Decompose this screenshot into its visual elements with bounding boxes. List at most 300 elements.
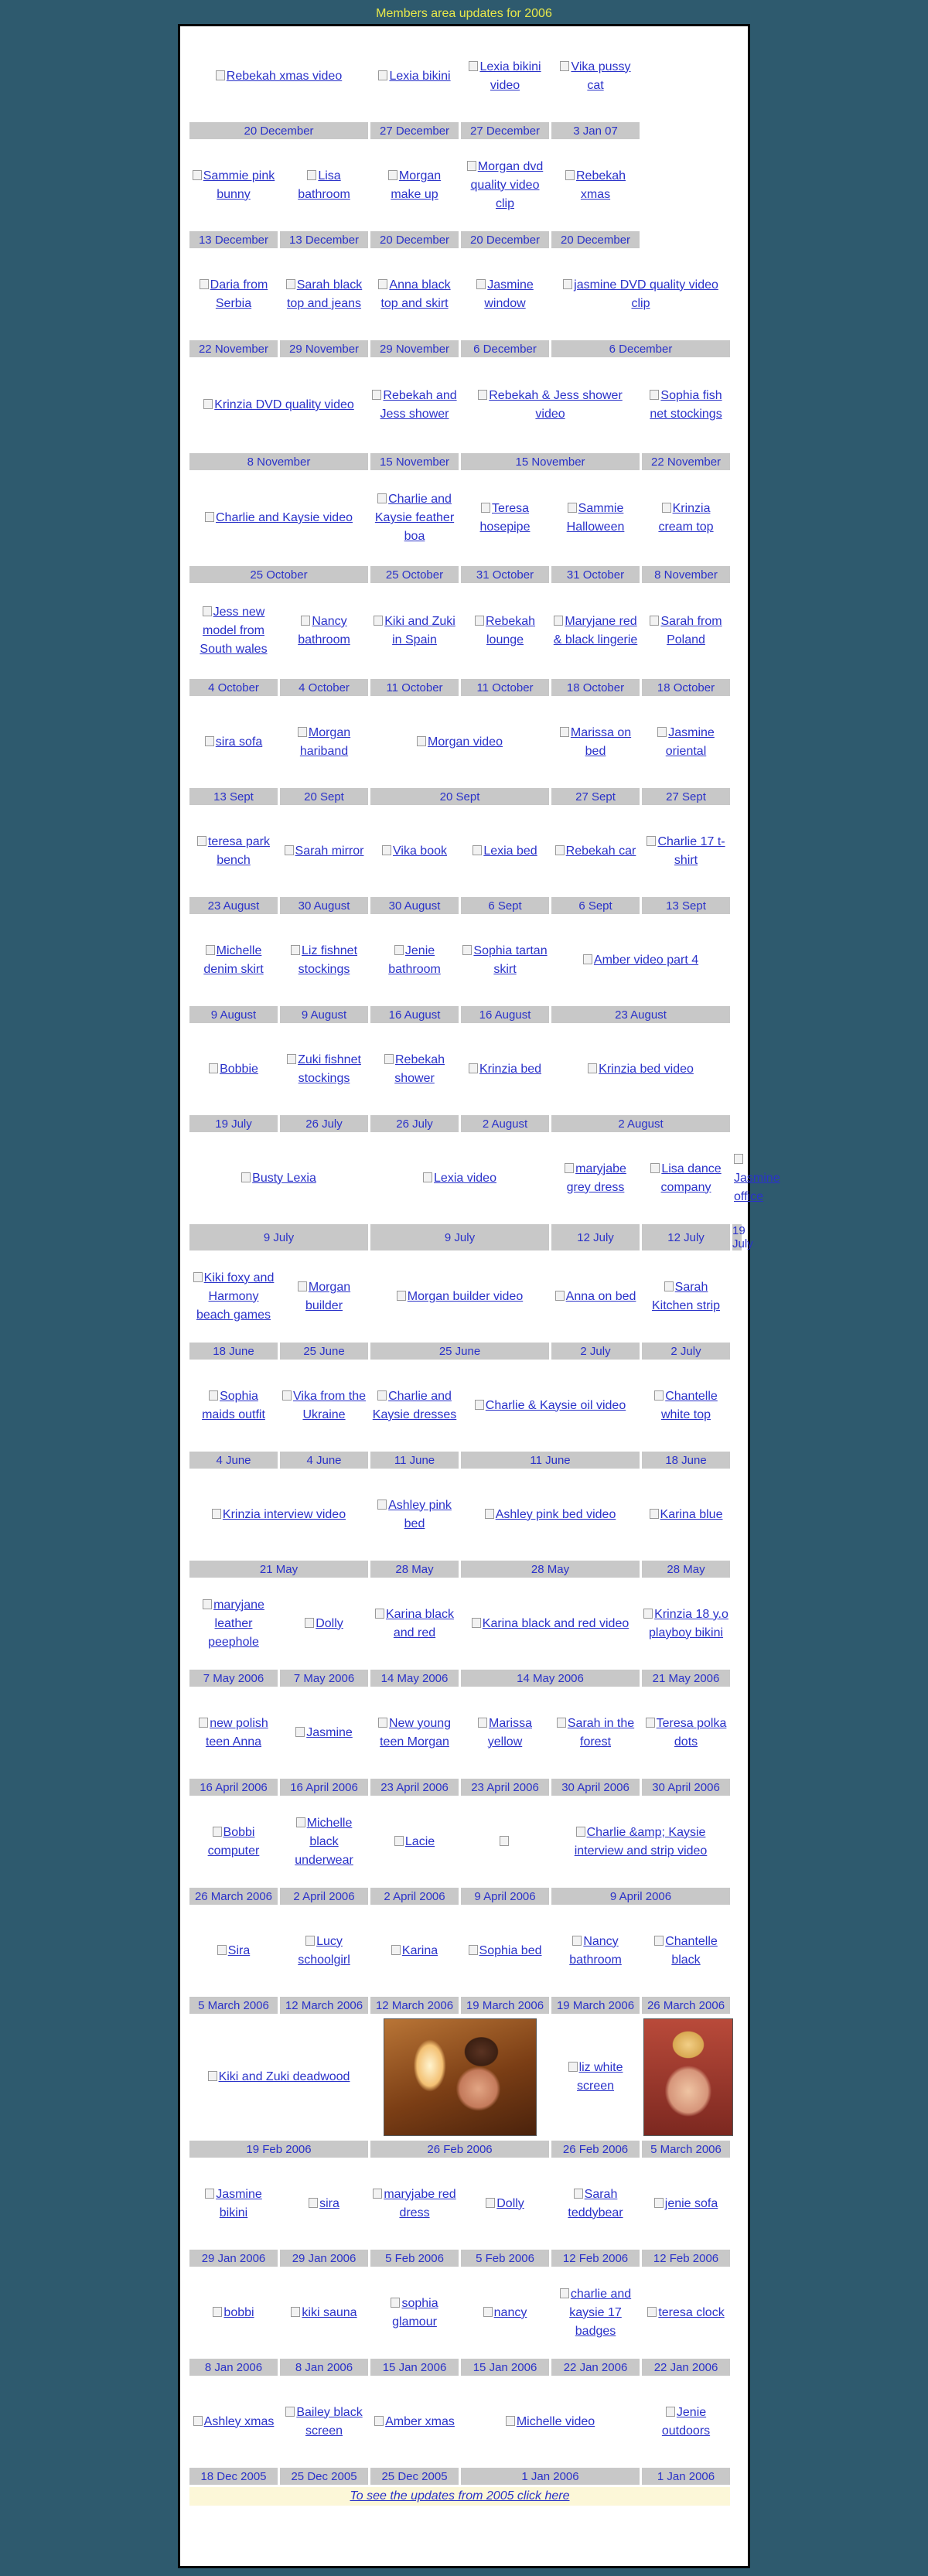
thumbnail-alt-text[interactable]: Rebekah & Jess shower video: [478, 389, 623, 421]
thumbnail-alt-text[interactable]: Sophia fish net stockings: [650, 389, 722, 421]
model-photo-room[interactable]: [384, 2018, 537, 2136]
date-row: [189, 1779, 742, 1796]
thumbnail-alt-text[interactable]: maryjabe red dress: [373, 2188, 455, 2219]
thumbnail-alt-text[interactable]: Sophia bed: [469, 1944, 542, 1957]
update-date: 13 Sept: [189, 788, 278, 805]
thumbnail-alt-text[interactable]: Lucy schoolgirl: [298, 1934, 350, 1967]
thumbnail-alt-text[interactable]: nancy: [483, 2306, 527, 2319]
thumbnail-alt-text[interactable]: Rebekah xmas: [565, 169, 626, 201]
date-row: [189, 897, 742, 914]
update-thumbnail-link[interactable]: [642, 473, 730, 564]
thumbnail-alt-text[interactable]: Ashley xmas: [193, 2415, 275, 2428]
thumbnail-alt-text[interactable]: Marissa yellow: [478, 1717, 532, 1749]
thumbnail-alt-text[interactable]: teresa park bench: [197, 835, 270, 867]
thumbnail-alt-text[interactable]: Charlie and Kaysie feather boa: [374, 493, 455, 543]
update-date: 5 Feb 2006: [461, 2250, 549, 2267]
update-thumbnail-link[interactable]: [189, 1798, 278, 1885]
update-date: 14 May 2006: [370, 1670, 459, 1687]
update-thumbnail-link[interactable]: [370, 2269, 459, 2356]
thumbnail-alt-text[interactable]: Vika book: [382, 844, 447, 858]
update-date: 19 July: [189, 1115, 278, 1132]
update-thumbnail-link[interactable]: [551, 1689, 640, 1776]
thumbnail-alt-text[interactable]: Charlie and Kaysie video: [205, 511, 353, 524]
date-row: [189, 122, 742, 139]
thumbnail-alt-text[interactable]: Bobbi computer: [207, 1825, 260, 1858]
update-thumbnail-link[interactable]: [551, 1798, 730, 1885]
update-date: 3 Jan 07: [551, 122, 640, 139]
update-thumbnail-link[interactable]: [370, 142, 459, 229]
update-thumbnail-link[interactable]: [551, 698, 640, 786]
update-thumbnail-link[interactable]: [461, 142, 549, 229]
thumbnail-alt-text[interactable]: Karina black and red video: [472, 1617, 629, 1630]
update-thumbnail-link[interactable]: [461, 916, 549, 1004]
update-thumbnail-link[interactable]: [280, 1253, 368, 1340]
thumbnail-alt-text[interactable]: Krinzia cream top: [658, 502, 714, 534]
update-thumbnail-link[interactable]: [461, 1025, 549, 1113]
update-thumbnail-link[interactable]: [280, 807, 368, 895]
thumbnail-alt-text[interactable]: Dolly: [486, 2197, 524, 2210]
thumbnail-alt-text[interactable]: Marissa on bed: [560, 726, 631, 758]
thumbnail-alt-text[interactable]: Nancy bathroom: [569, 1934, 622, 1967]
thumbnail-alt-text[interactable]: Vika pussy cat: [560, 60, 630, 92]
model-photo-blonde[interactable]: [643, 2018, 733, 2136]
update-date: 1 Jan 2006: [461, 2468, 640, 2485]
update-thumbnail-link[interactable]: [370, 585, 459, 677]
update-thumbnail-link[interactable]: [370, 32, 459, 120]
update-date: 23 April 2006: [370, 1779, 459, 1796]
thumbnail-row: [189, 807, 742, 895]
update-thumbnail-link[interactable]: [461, 251, 549, 338]
update-thumbnail-link[interactable]: [642, 585, 730, 677]
update-thumbnail-link[interactable]: [189, 1362, 278, 1449]
update-date: 1 Jan 2006: [642, 2468, 730, 2485]
update-thumbnail-link[interactable]: [370, 1471, 459, 1558]
thumbnail-alt-text[interactable]: Lexia video: [423, 1172, 496, 1185]
update-thumbnail-link[interactable]: [461, 473, 549, 564]
thumbnail-alt-text[interactable]: Ashley pink bed: [377, 1499, 452, 1530]
update-date: 9 April 2006: [551, 1888, 730, 1905]
update-thumbnail-link[interactable]: [370, 360, 459, 451]
update-date: 25 Dec 2005: [280, 2468, 368, 2485]
update-thumbnail-link[interactable]: [551, 585, 640, 677]
update-thumbnail-link[interactable]: [551, 2160, 640, 2247]
date-row: [189, 1452, 742, 1469]
update-thumbnail-link[interactable]: [461, 2378, 640, 2465]
update-date: 18 June: [189, 1343, 278, 1360]
update-date: 9 July: [370, 1224, 549, 1250]
update-date: 23 April 2006: [461, 1779, 549, 1796]
update-thumbnail-link[interactable]: [189, 585, 278, 677]
thumbnail-alt-text[interactable]: Sophia maids outfit: [202, 1389, 265, 1421]
thumbnail-alt-text[interactable]: Jasmine office: [734, 1153, 780, 1203]
update-date: 4 October: [189, 679, 278, 696]
thumbnail-alt-text[interactable]: Jasmine oriental: [657, 726, 715, 758]
thumbnail-alt-text[interactable]: Jasmine window: [476, 278, 534, 310]
thumbnail-alt-text[interactable]: Rebekah xmas video: [216, 70, 342, 83]
thumbnail-alt-text[interactable]: Jess new model from South wales: [200, 606, 268, 656]
update-date: 26 July: [370, 1115, 459, 1132]
thumbnail-alt-text[interactable]: sophia glamour: [392, 2296, 438, 2329]
thumbnail-alt-text[interactable]: Sarah black top and jeans: [286, 278, 363, 310]
thumbnail-alt-text[interactable]: Michelle black underwear: [295, 1816, 353, 1867]
thumbnail-alt-text[interactable]: Sophia tartan skirt: [462, 944, 547, 976]
update-thumbnail-link[interactable]: [189, 1253, 278, 1340]
update-thumbnail-link[interactable]: [370, 2160, 459, 2247]
thumbnail-alt-text[interactable]: Krinzia bed: [469, 1063, 541, 1076]
update-date: 26 March 2006: [642, 1997, 730, 2014]
thumbnail-alt-text[interactable]: Teresa polka dots: [646, 1717, 727, 1749]
thumbnail-alt-text[interactable]: Morgan builder video: [397, 1290, 523, 1303]
update-thumbnail-link[interactable]: [189, 360, 368, 451]
thumbnail-alt-text[interactable]: Karina blue: [650, 1508, 723, 1521]
thumbnail-alt-text[interactable]: Lexia bed: [473, 844, 537, 858]
thumbnail-alt-text[interactable]: Karina black and red: [375, 1608, 454, 1639]
thumbnail-alt-text[interactable]: Vika from the Ukraine: [282, 1390, 366, 1421]
thumbnail-alt-text[interactable]: kiki sauna: [291, 2306, 357, 2319]
update-thumbnail-link[interactable]: [370, 1134, 549, 1222]
footer-cell: [189, 2487, 730, 2506]
update-thumbnail-link[interactable]: [280, 2378, 368, 2465]
update-thumbnail-link[interactable]: [551, 1025, 730, 1113]
update-thumbnail-link[interactable]: [461, 2269, 549, 2356]
update-thumbnail-link[interactable]: [189, 1580, 278, 1667]
update-thumbnail-link[interactable]: [551, 32, 640, 120]
thumbnail-alt-text[interactable]: Rebekah lounge: [475, 615, 535, 647]
date-row: [189, 2141, 742, 2158]
update-thumbnail-link[interactable]: [642, 1580, 730, 1667]
update-thumbnail-link[interactable]: [370, 1253, 549, 1340]
update-thumbnail-link[interactable]: [551, 916, 730, 1004]
thumbnail-alt-text[interactable]: Maryjane red & black lingerie: [553, 615, 638, 647]
update-thumbnail-link[interactable]: [461, 1471, 640, 1558]
thumbnail-alt-text[interactable]: Morgan dvd quality video clip: [467, 160, 544, 210]
thumbnail-alt-text[interactable]: Michelle video: [506, 2415, 595, 2428]
update-thumbnail-link[interactable]: [280, 1798, 368, 1885]
update-thumbnail-link[interactable]: [642, 2160, 730, 2247]
thumbnail-alt-text[interactable]: Jasmine bikini: [205, 2188, 262, 2219]
update-thumbnail-link[interactable]: [189, 251, 278, 338]
update-date: 20 December: [370, 231, 459, 248]
thumbnail-row: [189, 1798, 742, 1885]
update-thumbnail-link[interactable]: [370, 2378, 459, 2465]
thumbnail-alt-text[interactable]: Chantelle white top: [654, 1390, 718, 1421]
update-date: 25 October: [370, 566, 459, 583]
update-thumbnail-link[interactable]: [189, 1025, 278, 1113]
thumbnail-alt-text[interactable]: Busty Lexia: [241, 1172, 316, 1185]
thumbnail-alt-text[interactable]: Jenie bathroom: [388, 943, 441, 976]
update-date: 9 April 2006: [461, 1888, 549, 1905]
thumbnail-alt-text[interactable]: Sammie pink bunny: [193, 169, 275, 201]
thumbnail-alt-text[interactable]: Michelle denim skirt: [203, 943, 264, 976]
update-date: 8 Jan 2006: [189, 2359, 278, 2376]
update-date: 5 March 2006: [642, 2141, 730, 2158]
update-thumbnail-link[interactable]: [551, 2269, 640, 2356]
update-date: 2 July: [551, 1343, 640, 1360]
update-thumbnail-link[interactable]: [280, 2160, 368, 2247]
update-thumbnail-link[interactable]: [189, 2016, 368, 2138]
thumbnail-alt-text[interactable]: Sarah teddybear: [568, 2187, 623, 2219]
thumbnail-alt-text[interactable]: Lacie: [394, 1835, 435, 1848]
thumbnail-alt-text[interactable]: Bobbie: [209, 1063, 258, 1076]
thumbnail-alt-text[interactable]: Charlie &amp; Kaysie interview and strip video: [574, 1825, 708, 1858]
thumbnail-alt-text[interactable]: Lisa bathroom: [298, 169, 350, 201]
update-thumbnail-link[interactable]: [551, 142, 640, 229]
update-thumbnail-link[interactable]: [280, 1689, 368, 1776]
update-thumbnail-link[interactable]: [370, 698, 549, 786]
thumbnail-alt-text[interactable]: Daria from Serbia: [200, 278, 268, 310]
update-thumbnail-link[interactable]: [642, 1362, 730, 1449]
update-date: 30 August: [280, 897, 368, 914]
thumbnail-alt-text[interactable]: Krinzia 18 y.o playboy bikini: [643, 1608, 728, 1639]
update-thumbnail-link[interactable]: [189, 916, 278, 1004]
date-row: [189, 566, 742, 583]
update-thumbnail-link[interactable]: [551, 2016, 640, 2138]
update-date: 21 May: [189, 1561, 368, 1578]
thumbnail-alt-text[interactable]: Nancy bathroom: [298, 615, 350, 647]
update-date: 9 August: [189, 1006, 278, 1023]
thumbnail-alt-text[interactable]: Krinzia DVD quality video: [203, 398, 354, 411]
thumbnail-alt-text[interactable]: maryjane leather peephole: [203, 1598, 264, 1649]
update-date: 19 Feb 2006: [189, 2141, 368, 2158]
update-thumbnail-link[interactable]: [732, 1134, 780, 1222]
update-date: 12 Feb 2006: [551, 2250, 640, 2267]
update-thumbnail-link[interactable]: [370, 1025, 459, 1113]
thumbnail-alt-text[interactable]: Morgan hariband: [298, 726, 350, 758]
thumbnail-row: [189, 1471, 742, 1558]
update-thumbnail-link[interactable]: [642, 698, 730, 786]
update-thumbnail-link[interactable]: [370, 2016, 549, 2138]
update-date: 22 November: [642, 453, 730, 470]
thumbnail-alt-text[interactable]: Morgan make up: [388, 169, 441, 201]
thumbnail-alt-text[interactable]: liz white screen: [568, 2061, 623, 2093]
update-thumbnail-link[interactable]: [551, 1134, 640, 1222]
thumbnail-alt-text[interactable]: Lisa dance company: [650, 1162, 721, 1194]
update-thumbnail-link[interactable]: [189, 1134, 368, 1222]
thumbnail-alt-text[interactable]: Liz fishnet stockings: [291, 944, 357, 976]
thumbnail-alt-text[interactable]: Amber xmas: [374, 2415, 455, 2428]
update-thumbnail-link[interactable]: [280, 916, 368, 1004]
thumbnail-alt-text[interactable]: Charlie & Kaysie oil video: [475, 1399, 626, 1412]
update-thumbnail-link[interactable]: [280, 585, 368, 677]
update-date: 28 May: [461, 1561, 640, 1578]
thumbnail-alt-text[interactable]: Morgan video: [417, 735, 503, 749]
update-date: 2 August: [551, 1115, 730, 1132]
update-date: 12 Feb 2006: [642, 2250, 730, 2267]
update-date: 19 March 2006: [461, 1997, 549, 2014]
update-thumbnail-link[interactable]: [461, 360, 640, 451]
update-date: 2 August: [461, 1115, 549, 1132]
thumbnail-alt-text[interactable]: Krinzia interview video: [212, 1508, 346, 1521]
thumbnail-alt-text[interactable]: Jasmine: [295, 1726, 353, 1739]
update-thumbnail-link[interactable]: [189, 142, 278, 229]
update-date: 26 Feb 2006: [551, 2141, 640, 2158]
update-thumbnail-link[interactable]: [280, 1025, 368, 1113]
thumbnail-alt-text[interactable]: Lexia bikini: [378, 70, 450, 83]
update-thumbnail-link[interactable]: [189, 1907, 278, 1994]
update-thumbnail-link[interactable]: [642, 1689, 730, 1776]
update-date: 16 August: [370, 1006, 459, 1023]
update-thumbnail-link[interactable]: [461, 2160, 549, 2247]
thumbnail-alt-text[interactable]: Ashley pink bed video: [485, 1508, 616, 1521]
update-thumbnail-link[interactable]: [642, 1253, 730, 1340]
update-thumbnail-link[interactable]: [280, 142, 368, 229]
update-thumbnail-link[interactable]: [461, 1907, 549, 1994]
thumbnail-alt-text[interactable]: Bailey black screen: [285, 2406, 362, 2438]
thumbnail-row: [189, 2160, 742, 2247]
update-thumbnail-link[interactable]: [642, 807, 730, 895]
thumbnail-alt-text[interactable]: Krinzia bed video: [588, 1063, 694, 1076]
thumbnail-alt-text[interactable]: Karina: [391, 1944, 438, 1957]
update-thumbnail-link[interactable]: [642, 1471, 730, 1558]
thumbnail-row: [189, 585, 742, 677]
update-date: 29 Jan 2006: [189, 2250, 278, 2267]
update-thumbnail-link[interactable]: [461, 1362, 640, 1449]
update-thumbnail-link[interactable]: [370, 1689, 459, 1776]
update-thumbnail-link[interactable]: [189, 2378, 278, 2465]
date-row: [189, 2359, 742, 2376]
thumbnail-alt-text[interactable]: sira: [309, 2197, 339, 2210]
update-thumbnail-link[interactable]: [642, 2378, 730, 2465]
update-thumbnail-link[interactable]: [189, 1689, 278, 1776]
update-thumbnail-link[interactable]: [551, 807, 640, 895]
update-thumbnail-link[interactable]: [551, 1907, 640, 1994]
update-thumbnail-link[interactable]: [642, 1907, 730, 1994]
update-thumbnail-link[interactable]: [551, 251, 730, 338]
thumbnail-alt-text[interactable]: Rebekah shower: [384, 1053, 445, 1085]
update-thumbnail-link[interactable]: [461, 807, 549, 895]
update-thumbnail-link[interactable]: [370, 251, 459, 338]
thumbnail-alt-text[interactable]: Sarah mirror: [285, 844, 364, 858]
update-thumbnail-link[interactable]: [461, 1580, 640, 1667]
update-date: 20 December: [189, 122, 368, 139]
thumbnail-alt-text[interactable]: Morgan builder: [298, 1281, 350, 1312]
update-date: 15 Jan 2006: [461, 2359, 549, 2376]
update-thumbnail-link[interactable]: [189, 698, 278, 786]
thumbnail-alt-text[interactable]: Chantelle black: [654, 1935, 718, 1967]
update-thumbnail-link[interactable]: [461, 32, 549, 120]
thumbnail-alt-text[interactable]: Jenie outdoors: [661, 2405, 711, 2438]
update-date: 28 May: [370, 1561, 459, 1578]
update-thumbnail-link[interactable]: [370, 807, 459, 895]
update-thumbnail-link[interactable]: [370, 1362, 459, 1449]
thumbnail-alt-text[interactable]: Kiki and Zuki in Spain: [374, 615, 455, 647]
thumbnail-alt-text[interactable]: Amber video part 4: [583, 954, 698, 967]
thumbnail-alt-text[interactable]: Zuki fishnet stockings: [287, 1053, 361, 1085]
update-date: 26 March 2006: [189, 1888, 278, 1905]
update-thumbnail-link[interactable]: [551, 1253, 640, 1340]
update-thumbnail-link[interactable]: [461, 1689, 549, 1776]
update-date: 25 June: [370, 1343, 549, 1360]
update-thumbnail-link[interactable]: [189, 32, 368, 120]
thumbnail-alt-text[interactable]: charlie and kaysie 17 badges: [560, 2288, 631, 2338]
thumbnail-alt-text[interactable]: bobbi: [213, 2306, 254, 2319]
date-row: [189, 1561, 742, 1578]
thumbnail-alt-text[interactable]: New young teen Morgan: [378, 1717, 451, 1749]
update-thumbnail-link[interactable]: [370, 1907, 459, 1994]
update-date: 26 Feb 2006: [370, 2141, 549, 2158]
thumbnail-alt-text[interactable]: jenie sofa: [654, 2197, 718, 2210]
update-thumbnail-link[interactable]: [280, 698, 368, 786]
thumbnail-row: [189, 473, 742, 564]
update-thumbnail-link[interactable]: [280, 251, 368, 338]
update-date: 21 May 2006: [642, 1670, 730, 1687]
thumbnail-alt-text[interactable]: Sarah in the forest: [557, 1717, 634, 1749]
update-thumbnail-link[interactable]: [642, 2269, 730, 2356]
update-thumbnail-link[interactable]: [642, 1134, 730, 1222]
date-row: [189, 679, 742, 696]
update-thumbnail-link[interactable]: [189, 2269, 278, 2356]
update-thumbnail-link[interactable]: [461, 1798, 549, 1885]
update-thumbnail-link[interactable]: [370, 473, 459, 564]
update-thumbnail-link[interactable]: [189, 807, 278, 895]
thumbnail-alt-text[interactable]: Rebekah and Jess shower: [372, 389, 456, 421]
thumbnail-alt-text[interactable]: Anna on bed: [555, 1290, 636, 1303]
thumbnail-alt-text[interactable]: sira sofa: [205, 735, 262, 749]
update-date: 6 Sept: [461, 897, 549, 914]
update-thumbnail-link[interactable]: [280, 1907, 368, 1994]
thumbnail-alt-text[interactable]: Sira: [217, 1944, 250, 1957]
update-date: 6 Sept: [551, 897, 640, 914]
update-date: 20 December: [551, 231, 640, 248]
thumbnail-alt-text[interactable]: Dolly: [305, 1617, 343, 1630]
thumbnail-alt-text[interactable]: teresa clock: [647, 2306, 724, 2319]
thumbnail-alt-text[interactable]: jasmine DVD quality video clip: [563, 278, 718, 310]
update-date: 23 August: [551, 1006, 730, 1023]
update-thumbnail-link[interactable]: [189, 2160, 278, 2247]
update-thumbnail-link[interactable]: [370, 916, 459, 1004]
date-row: [189, 2468, 742, 2485]
update-thumbnail-link[interactable]: [370, 1580, 459, 1667]
update-date: 12 March 2006: [280, 1997, 368, 2014]
update-thumbnail-link[interactable]: [189, 473, 368, 564]
update-thumbnail-link[interactable]: [551, 473, 640, 564]
thumbnail-alt-text[interactable]: Sammie Halloween: [566, 502, 625, 534]
date-row: [189, 1343, 742, 1360]
update-thumbnail-link[interactable]: [370, 1798, 459, 1885]
thumbnail-alt-text[interactable]: Kiki and Zuki deadwood: [208, 2070, 350, 2083]
update-date: 4 June: [189, 1452, 278, 1469]
thumbnail-alt-text[interactable]: Kiki foxy and Harmony beach games: [193, 1271, 275, 1322]
update-thumbnail-link[interactable]: [189, 1471, 368, 1558]
thumbnail-alt-text[interactable]: Charlie 17 t-shirt: [647, 835, 725, 867]
update-date: 11 June: [461, 1452, 640, 1469]
thumbnail-alt-text[interactable]: Charlie and Kaysie dresses: [372, 1389, 457, 1421]
update-date: 2 April 2006: [280, 1888, 368, 1905]
thumbnail-alt-text[interactable]: Teresa hosepipe: [479, 502, 531, 534]
update-thumbnail-link[interactable]: [642, 360, 730, 451]
thumbnail-alt-text[interactable]: maryjabe grey dress: [565, 1162, 626, 1194]
thumbnail-row: [189, 1025, 742, 1113]
update-thumbnail-link[interactable]: [280, 1362, 368, 1449]
thumbnail-alt-text[interactable]: Rebekah car: [555, 844, 636, 858]
update-date: 12 July: [642, 1224, 730, 1250]
previous-year-link[interactable]: To see the updates from 2005 click here: [350, 2489, 570, 2503]
update-date: 19 March 2006: [551, 1997, 640, 2014]
update-thumbnail-link[interactable]: [280, 2269, 368, 2356]
update-thumbnail-link[interactable]: [280, 1580, 368, 1667]
thumbnail-alt-text[interactable]: new polish teen Anna: [199, 1717, 268, 1749]
thumbnail-alt-text[interactable]: Lexia bikini video: [469, 60, 541, 92]
thumbnail-row: [189, 32, 742, 120]
update-thumbnail-link[interactable]: [461, 585, 549, 677]
thumbnail-alt-text[interactable]: Sarah Kitchen strip: [651, 1280, 721, 1312]
update-date: 5 Feb 2006: [370, 2250, 459, 2267]
update-thumbnail-link[interactable]: [642, 2016, 730, 2138]
thumbnail-alt-text[interactable]: Sarah from Poland: [650, 615, 722, 647]
thumbnail-alt-text[interactable]: Anna black top and skirt: [378, 278, 450, 310]
update-date: 27 December: [370, 122, 459, 139]
update-date: 8 November: [642, 566, 730, 583]
